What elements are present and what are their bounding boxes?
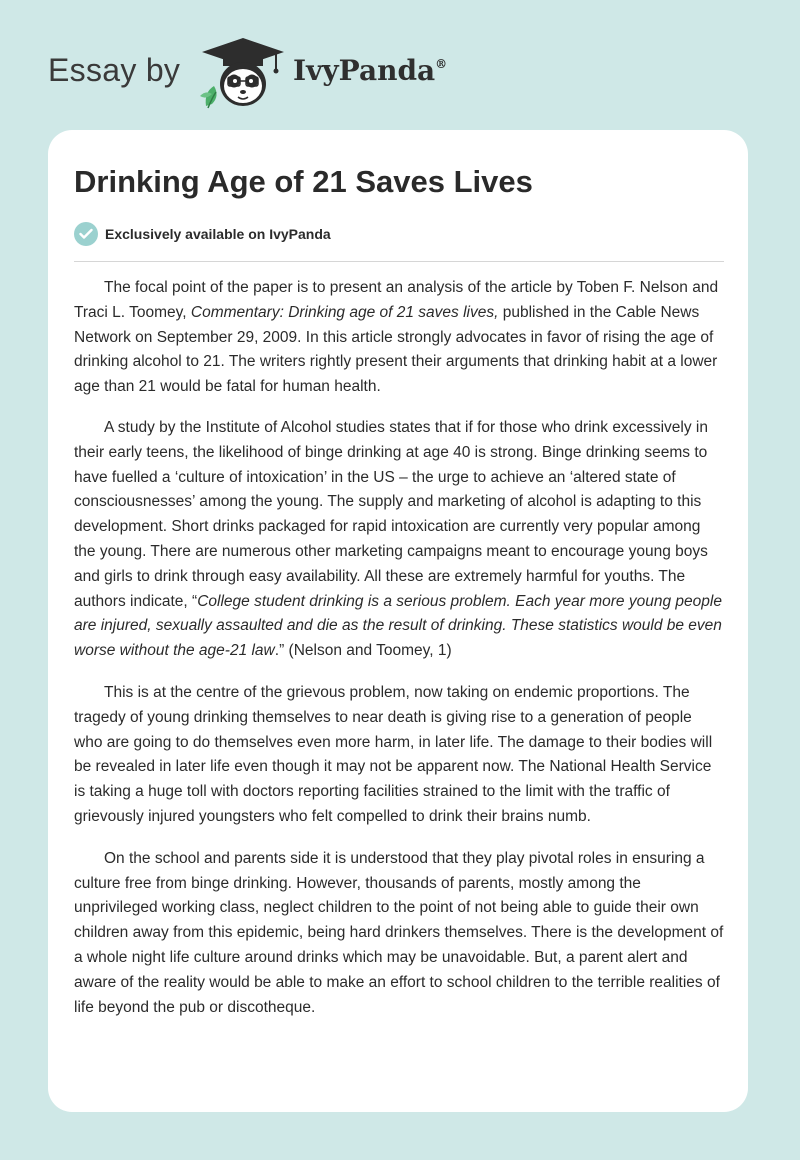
site-header <box>48 30 648 110</box>
divider <box>74 261 724 262</box>
paragraph-1-text-a: The focal point of the paper is to present an analysis of the article by Toben F. Nelson and Traci L. Toomey, <box>74 279 719 321</box>
essay-by-label: Essay by <box>48 52 181 88</box>
panda-logo-icon[interactable] <box>198 36 288 110</box>
trademark-symbol: ® <box>435 56 448 71</box>
quoted-passage: College student drinking is a serious problem. Each year more young people are injured, sexually assaulted and die as the result of drinking. These statistics would be even worse without the age-21 law <box>74 592 722 660</box>
brand-name: IvyPanda <box>293 54 436 87</box>
essay-card <box>48 130 748 1112</box>
paragraph-1-text-b: published in the Cable News Network on September 29, 2009. In this article strongly advocates in favor of rising the age of drinking alcohol to 21. The writers rightly present their arguments that drinking habit at a lower age than 21 would be fatal for human health. <box>74 303 718 396</box>
paragraph-2 <box>74 416 724 664</box>
paragraph-2-text-b: .” (Nelson and Toomey, 1) <box>274 642 452 660</box>
check-icon <box>74 222 98 246</box>
paragraph-4: On the school and parents side it is understood that they play pivotal roles in ensuring a culture free from binge drinking. However, thousands of parents, mostly among the unprivileged working class, neglect children to the point of not being able to guide their own children away from this epidemic, being hard drinkers themselves. There is the development of a whole night life culture around drinks which may be unavoidable. But, a parent alert and aware of the reality would be able to make an effort to school children to the terrible realities of life beyond the pub or discotheque. <box>74 849 724 1016</box>
article-citation-title: Commentary: Drinking age of 21 saves lives, <box>190 303 499 321</box>
exclusive-badge-label: Exclusively available on IvyPanda <box>105 226 331 242</box>
essay-body <box>74 276 724 1037</box>
leaf-icon <box>200 86 217 108</box>
exclusive-badge <box>74 222 331 246</box>
page-title: Drinking Age of 21 Saves Lives <box>74 164 533 199</box>
paragraph-2-text-a: A study by the Institute of Alcohol studies states that if for those who drink excessively in their early teens, the likelihood of binge drinking at age 40 is strong. Binge drinking seems to have fuelled a ‘culture of intoxication’ in the US – the urge to achieve an ‘altered state of consciousnesses’ among the young. The supply and marketing of alcohol is adapting to this development. Short drinks packaged for rapid intoxication are currently very popular among the young. There are numerous other marketing campaigns meant to encourage young boys and girls to drink through easy availability. All these are extremely harmful for youths. The authors indicate, “ <box>74 418 708 610</box>
paragraph-1 <box>74 276 724 400</box>
brand-logo-text[interactable] <box>293 54 447 87</box>
paragraph-3: This is at the centre of the grievous problem, now taking on endemic proportions. The tragedy of young drinking themselves to near death is giving rise to a generation of people who are going to do themselves even more harm, in later life. The damage to their bodies will be revealed in later life even though it may not be apparent now. The National Health Service is taking a huge toll with doctors reporting facilities strained to the limit with the traffic of grievously injured youngsters who felt compelled to drink their brains numb. <box>74 683 713 825</box>
